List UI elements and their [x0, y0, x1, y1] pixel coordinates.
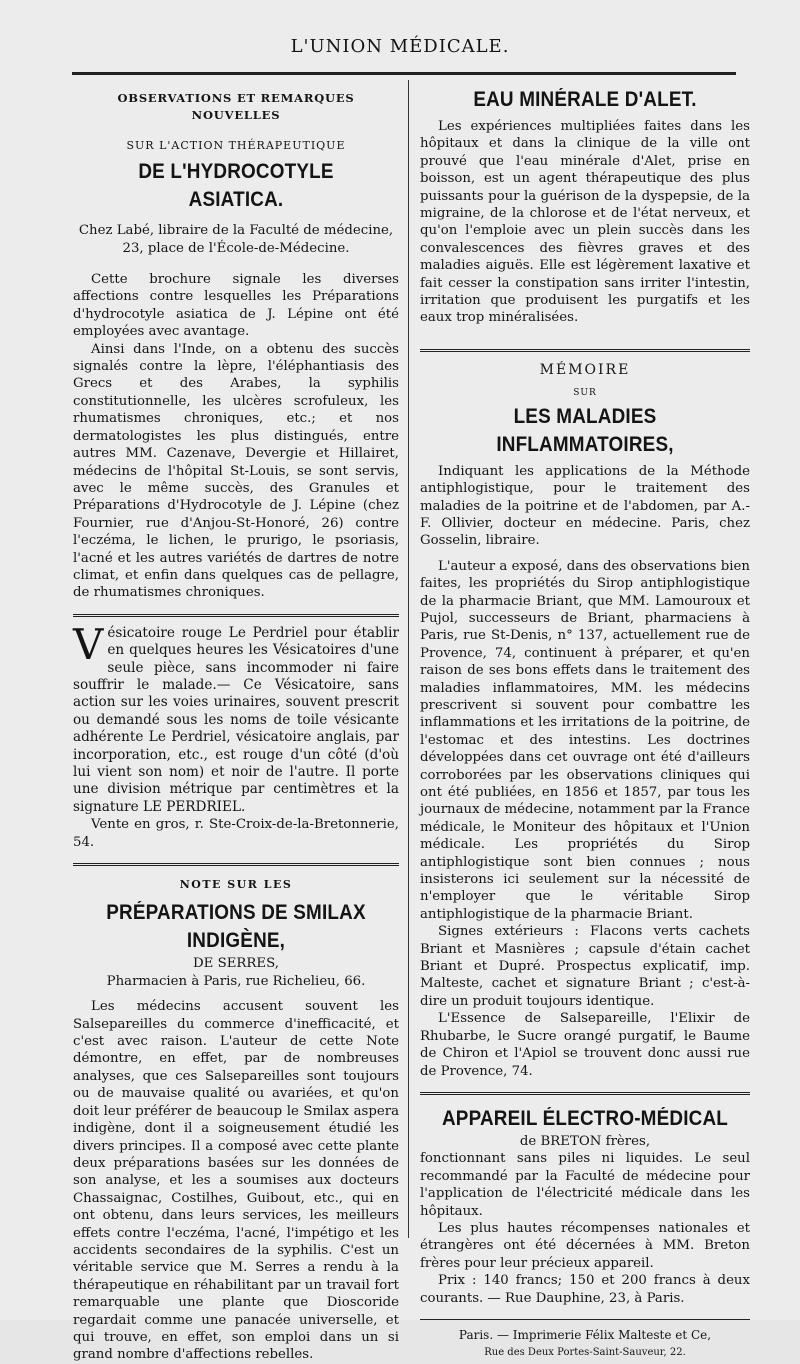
paragraph: Vente en gros, r. Ste-Croix-de-la-Bretonnerie, 54.: [73, 817, 399, 850]
article-kicker: OBSERVATIONS ET REMARQUES NOUVELLES: [117, 91, 355, 123]
article-subtitle-2: Pharmacien à Paris, rue Richelieu, 66.: [106, 973, 366, 989]
article-title: LES MALADIES INFLAMMATOIRES,: [496, 404, 674, 456]
page-header: L'UNION MÉDICALE.: [290, 36, 510, 57]
paragraph: Indiquant les applications de la Méthode antiphlogistique, pour le traitement des maladies de la poitrine et de l'abdomen, par A.-F. Ollivier, docteur en médecine. Paris, chez Gosselin, libraire.: [420, 463, 750, 549]
paragraph: Prix : 140 francs; 150 et 200 francs à deux courants. — Rue Dauphine, 23, à Paris.: [420, 1273, 750, 1306]
article-hydrocotyle: [73, 90, 399, 602]
paragraph: Chez Labé, libraire de la Faculté de médecine, 23, place de l'École-de-Médecine.: [78, 223, 394, 256]
section-rule: [73, 614, 399, 617]
section-rule: [420, 1092, 750, 1095]
footer-rule: [420, 1319, 750, 1320]
paragraph: Signes extérieurs : Flacons verts cachets Briant et Masnières ; capsule d'étain cachet Briant et Dupré. Prospectus explicatif, imp. Malteste, cachet et signature Briant ; c'est-à-dire un produit toujours identique.: [420, 924, 750, 1009]
paragraph: Cette brochure signale les diverses affections contre lesquelles les Préparations d'hydrocotyle asiatica de J. Lépine ont été employées avec avantage.: [73, 272, 399, 340]
article-appareil: [420, 1105, 750, 1307]
article-title: EAU MINÉRALE D'ALET.: [473, 88, 697, 111]
article-vesicatoire: [73, 619, 399, 851]
section-rule: [420, 349, 750, 352]
article-eau-alet: [420, 86, 750, 327]
article-kicker: MÉMOIRE: [539, 361, 631, 378]
printer-imprint: Paris. — Imprimerie Félix Malteste et Ce,: [458, 1327, 712, 1342]
left-column: [73, 86, 399, 1364]
article-title: DE L'HYDROCOTYLE ASIATICA.: [138, 160, 334, 212]
column-divider: [408, 80, 409, 1238]
article-maladies: [420, 362, 750, 1080]
article-sur: SUR: [573, 388, 597, 399]
drop-cap: V: [73, 619, 104, 669]
article-subtitle: DE SERRES,: [192, 956, 279, 972]
printer-address: Rue des Deux Portes-Saint-Sauveur, 22.: [484, 1347, 686, 1359]
article-title: PRÉPARATIONS DE SMILAX INDIGÈNE,: [106, 901, 366, 953]
paragraph: ésicatoire rouge Le Perdriel pour établir en quelques heures les Vésicatoires d'une seule pièce, sans incommoder ni faire souffrir le malade.— Ce Vésicatoire, sans action sur les voies urinaires, souvent prescrit ou demandé sous les noms de toile vésicante adhérente Le Perdriel, vésicatoire anglais, par incorporation, etc., est rouge d'un côté (d'où lui vient son nom) et noir de l'autre. Il porte une division métrique par centimètres et la signature LE PERDRIEL.: [73, 624, 399, 815]
paragraph: Les plus hautes récompenses nationales et étrangères ont été décernées à MM. Breton frères pour leur précieux appareil.: [420, 1220, 750, 1271]
paragraph: fonctionnant sans piles ni liquides. Le seul recommandé par la Faculté de médecine pour l'application de l'électricité médicale dans les hôpitaux.: [420, 1151, 750, 1219]
paragraph: Les médecins accusent souvent les Salsepareilles du commerce d'inefficacité, et c'est avec raison. L'auteur de cette Note démontre, en effet, par de nombreuses analyses, que ces Salsepareilles sont toujours ou de mauvaise qualité ou avariées, et qu'on doit leur préférer de beaucoup le Smilax aspera indigène, dont il a soigneusement étudié les divers principes. Il a composé avec cette plante deux préparations basées sur les données de son analyse, et les a soumises aux docteurs Chassaignac, Costilhes, Guibout, etc., qui en ont obtenu, dans leurs services, les meilleurs effets contre l'eczéma, l'acné, l'impétigo et les accidents secondaires de la syphilis. C'est un véritable service que M. Serres a rendu à la thérapeutique en réhabilitant par un travail fort remarquable une plante que Dioscoride regardait comme une panacée universelle, et qui trouve, en effet, son emploi dans un si grand nombre d'affections rebelles.: [73, 999, 399, 1363]
paragraph: L'Essence de Salsepareille, l'Elixir de Rhubarbe, le Sucre orangé purgatif, le Baume de Chiron et l'Apiol se trouvent donc aussi rue de Provence, 74.: [420, 1011, 750, 1079]
article-title: APPAREIL ÉLECTRO-MÉDICAL: [441, 1106, 729, 1130]
article-subtitle: de BRETON frères,: [519, 1133, 651, 1149]
paragraph: L'auteur a exposé, dans des observations bien faites, les propriétés du Sirop antiphlogistique de la pharmacie Briant, que MM. Lamouroux et Pujol, successeurs de Briant, pharmaciens à Paris, rue St-Denis, n° 137, actuellement rue de Provence, 74, continuent à préparer, et qu'en raison de ses bons effets dans le traitement des maladies inflammatoires, MM. les médecins prescrivent si souvent pour combattre les inflammations et les irritations de la poitrine, de l'estomac et des intestins. Les doctrines développées dans cet ouvrage ont été d'ailleurs corroborées par les observations cliniques qui ont été publiées, en 1856 et 1857, par tous les journaux de médecine, notamment par la France médicale, le Moniteur des hôpitaux et l'Union médicale. Les propriétés du Sirop antiphlogistique sont bien connues ; nous insisterons ici seulement sur la nécessité de n'employer que le véritable Sirop antiphlogistique de la pharmacie Briant.: [420, 558, 750, 922]
paragraph: Les expériences multipliées faites dans les hôpitaux et dans la clinique de la ville ont prouvé que l'eau minérale d'Alet, prise en boisson, est un agent thérapeutique des plus puissants pour la guérison de la dyspepsie, de la migraine, de la chlorose et de l'état nerveux, et qu'on l'emploie avec un plein succès dans les convalescences des fièvres graves et des maladies aiguës. Elle est légèrement laxative et fait cesser la constipation sans irriter l'intestin, irritation que produisent les purgatifs et les eaux trop minéralisées.: [420, 119, 750, 326]
article-subtitle: SUR L'ACTION THÉRAPEUTIQUE: [126, 138, 346, 152]
header-rule: [72, 72, 736, 75]
paragraph: Ainsi dans l'Inde, on a obtenu des succès signalés contre la lèpre, l'éléphantiasis des Grecs et des Arabes, la syphilis constitutionnelle, les ulcères scrofuleux, les rhumatismes chroniques, etc.; et nos dermatologistes les plus distingués, entre autres MM. Cazenave, Devergie et Hillairet, médecins de l'hôpital St-Louis, se sont servis, avec le même succès, des Granules et Préparations d'Hydrocotyle de J. Lépine (chez Fournier, rue d'Anjou-St-Honoré, 26) contre l'eczéma, le lichen, le prurigo, le psoriasis, l'acné et les autres variétés de dartres de notre climat, et enfin dans quelques cas de pellagre, de rhumatismes chroniques.: [73, 341, 399, 601]
article-smilax: [73, 876, 399, 1364]
right-column: [420, 86, 750, 1362]
article-kicker: NOTE SUR LES: [179, 878, 293, 892]
section-rule: [73, 863, 399, 866]
